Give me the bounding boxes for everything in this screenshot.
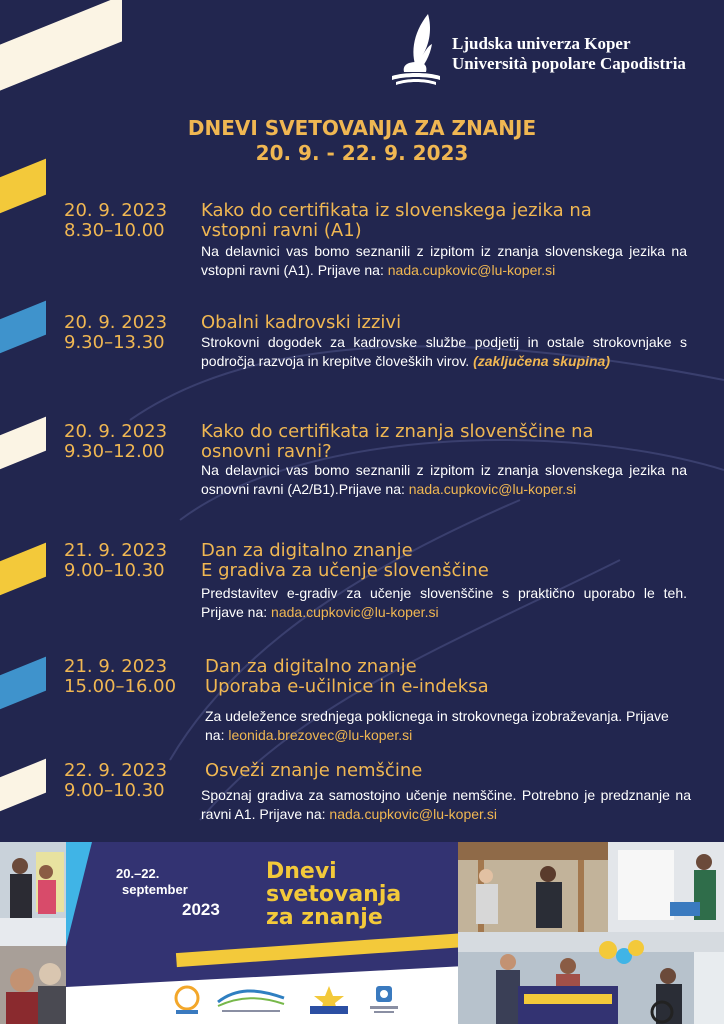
event-heading-line2: vstopni ravni (A1) <box>201 220 362 241</box>
event-heading: Kako do certifikata iz slovenskega jezika na <box>201 200 592 221</box>
photo-info-stand <box>458 842 724 932</box>
stripe-blue-1 <box>0 301 46 358</box>
event-description-text: Strokovni dogodek za kadrovske službe podjetij in ostale strokovnjake s področja razvoja in krepitve človeških virov. <box>201 334 687 369</box>
event-date: 20. 9. 2023 <box>64 312 168 333</box>
event-email-link[interactable]: leonida.brezovec@lu-koper.si <box>228 727 413 743</box>
institution-logo <box>388 10 718 90</box>
event-date: 22. 9. 2023 <box>64 760 168 781</box>
stripe-cream-1 <box>0 417 46 474</box>
event-time: 8.30–10.00 <box>64 220 165 241</box>
event-description <box>201 786 691 824</box>
event-description-text: Spoznaj gradiva za samostojno učenje nemščine. Potrebno je predznanje na ravni A1. Prijave na: <box>201 787 691 822</box>
photo-women-at-laptop <box>0 946 66 1024</box>
promo-graphic <box>66 842 458 1024</box>
event-closed-group-note: (zaključena skupina) <box>473 353 611 369</box>
stripe-cream-2 <box>0 759 46 816</box>
event-description-text: Predstavitev e-gradiv za učenje slovenščine s praktično uporabo le teh. Prijave na: <box>201 585 687 620</box>
photo-svetujemo-stand-outdoor <box>458 932 724 1024</box>
event-description-text: Na delavnici vas bomo seznanili z izpitom iz znanja slovenskega jezika na vstopni ravni (A1). Prijave na: <box>201 243 687 278</box>
siolo-logo <box>172 984 202 1016</box>
event-heading-line2: E gradiva za učenje slovenščine <box>201 560 489 581</box>
stripe-blue-2 <box>0 657 46 714</box>
promo-month: september <box>122 882 188 897</box>
bottom-banner <box>0 842 724 1024</box>
event-time: 15.00–16.00 <box>64 676 177 697</box>
event-heading-line2: Uporaba e-učilnice in e-indeksa <box>205 676 489 697</box>
event-time: 9.00–10.30 <box>64 560 165 581</box>
institution-name <box>452 34 686 74</box>
event-date: 21. 9. 2023 <box>64 656 168 677</box>
event-heading: Osveži znanje nemščine <box>205 760 423 781</box>
page-subtitle-dates: 20. 9. - 22. 9. 2023 <box>255 141 469 165</box>
event-description <box>205 707 675 745</box>
institution-name-slovene: Ljudska univerza Koper <box>452 34 631 53</box>
event-date: 20. 9. 2023 <box>64 421 168 442</box>
event-heading: Kako do certifikata iz znanja slovenščine na <box>201 421 594 442</box>
photo-advisors-at-booth <box>0 842 66 946</box>
andragoski-center-logo <box>216 984 286 1016</box>
event-description <box>201 242 687 280</box>
stripe-cream-top <box>0 0 122 95</box>
event-email-link[interactable]: nada.cupkovic@lu-koper.si <box>271 604 439 620</box>
institution-name-italian: Università popolare Capodistria <box>452 54 686 73</box>
stripe-yellow-2 <box>0 543 46 600</box>
promo-date-range: 20.–22. <box>116 866 160 881</box>
event-heading: Obalni kadrovski izzivi <box>201 312 402 333</box>
event-description <box>201 584 687 622</box>
organizacija-logo <box>366 984 402 1016</box>
stripe-yellow-1 <box>0 159 46 218</box>
event-heading: Dan za digitalno znanje <box>201 540 413 561</box>
event-heading: Dan za digitalno znanje <box>205 656 417 677</box>
event-email-link[interactable]: nada.cupkovic@lu-koper.si <box>387 262 556 278</box>
evropsko-leto-spretnosti-logo <box>306 984 352 1016</box>
page-title: DNEVI SVETOVANJA ZA ZNANJE <box>187 116 537 140</box>
event-date: 21. 9. 2023 <box>64 540 168 561</box>
event-description-text: Za udeležence srednjega poklicnega in strokovnega izobraževanja. Prijave na: <box>205 708 669 743</box>
event-time: 9.00–10.30 <box>64 780 165 801</box>
event-time: 9.30–13.30 <box>64 332 165 353</box>
event-heading-line2: osnovni ravni? <box>201 441 332 462</box>
promo-yellow-band <box>176 931 458 967</box>
promo-title: Dnevi svetovanja za znanje <box>266 859 402 930</box>
event-date: 20. 9. 2023 <box>64 200 168 221</box>
event-description <box>201 333 687 371</box>
event-email-link[interactable]: nada.cupkovic@lu-koper.si <box>329 806 497 822</box>
event-description-text: Na delavnici vas bomo seznanili z izpitom iz znanja slovenskega jezika na osnovni ravni (A2/B1).Prijave na: <box>201 462 687 497</box>
feather-quill-inkpot-icon <box>388 10 444 88</box>
promo-year: 2023 <box>182 900 220 919</box>
event-email-link[interactable]: nada.cupkovic@lu-koper.si <box>408 481 577 497</box>
event-description <box>201 461 687 499</box>
event-time: 9.30–12.00 <box>64 441 165 462</box>
